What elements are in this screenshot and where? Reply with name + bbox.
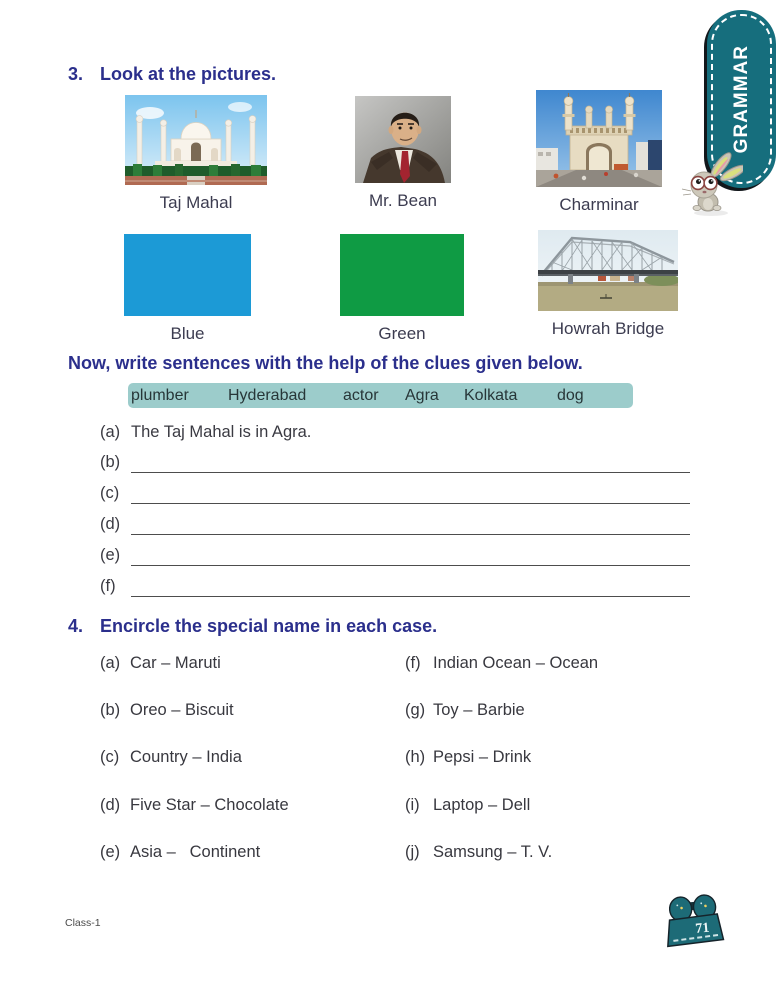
answer-blank-line [131,577,690,597]
answer-letter: (a) [100,423,121,441]
q4-item-text: Country – India [130,748,242,766]
clue-word: plumber [131,387,189,404]
q4-item-text: Samsung – T. V. [433,843,553,861]
q4-item-letter: (b) [100,701,121,719]
q4-item-letter: (f) [405,654,421,672]
q4-item-letter: (i) [405,796,420,814]
clue-word: Agra [405,387,439,404]
clue-box [128,383,633,408]
q3-title: Look at the pictures. [100,64,277,84]
picture-caption: Green [378,324,426,343]
clue-word: Hyderabad [228,387,307,404]
q4-item-text: Toy – Barbie [433,701,525,719]
howrah-bridge-image [538,230,678,311]
q4-item-text: Oreo – Biscuit [130,701,234,719]
blue-color-swatch [124,234,251,316]
q4-item-letter: (a) [100,654,121,672]
q4-item-letter: (h) [405,748,426,766]
clue-word: actor [343,387,379,404]
charminar-image [536,90,662,187]
q4-item-text: Asia – Continent [130,843,261,861]
answer-letter: (e) [100,546,121,564]
mr-bean-image [355,96,451,183]
q4-item-text: Indian Ocean – Ocean [433,654,599,672]
picture-taj-mahal [125,95,267,213]
rabbit-mascot-icon [681,149,743,217]
q4-item-text: Laptop – Dell [433,796,531,814]
page-number: 71 [694,920,711,937]
clue-word: dog [557,387,584,404]
picture-blue [124,234,251,344]
answer-letter: (d) [100,515,121,533]
answer-letter: (c) [100,484,120,502]
answer-blank-line [131,546,690,566]
picture-caption: Taj Mahal [159,193,233,212]
q4-item-text: Car – Maruti [130,654,221,672]
q4-item-text: Pepsi – Drink [433,748,532,766]
picture-charminar [536,90,662,215]
q4-number: 4. [68,616,84,636]
taj-mahal-image [125,95,267,185]
side-tab-label: GRAMMAR [730,44,752,154]
q3-subtitle: Now, write sentences with the help of the clues given below. [68,353,583,373]
q4-title: Encircle the special name in each case. [100,616,438,636]
picture-caption: Blue [170,324,205,343]
answer-blank-line [131,453,690,473]
q4-item-letter: (j) [405,843,420,861]
q3-number: 3. [68,64,84,84]
q4-item-letter: (d) [100,796,121,814]
page-number-badge [662,894,726,954]
picture-caption: Howrah Bridge [551,319,665,338]
picture-caption: Mr. Bean [368,191,438,210]
answer-blank-line [131,515,690,535]
picture-howrah-bridge [538,230,678,339]
picture-green [340,234,464,344]
answer-blank-line [131,484,690,504]
q4-item-letter: (e) [100,843,121,861]
q4-item-letter: (g) [405,701,426,719]
answer-text: The Taj Mahal is in Agra. [131,423,312,441]
clue-word: Kolkata [464,387,518,404]
q4-item-letter: (c) [100,748,120,766]
picture-caption: Charminar [559,195,639,214]
picture-mr-bean [355,96,451,211]
answer-letter: (b) [100,453,121,471]
answer-letter: (f) [100,577,116,595]
class-label: Class-1 [65,917,101,929]
q4-item-text: Five Star – Chocolate [130,796,289,814]
green-color-swatch [340,234,464,316]
